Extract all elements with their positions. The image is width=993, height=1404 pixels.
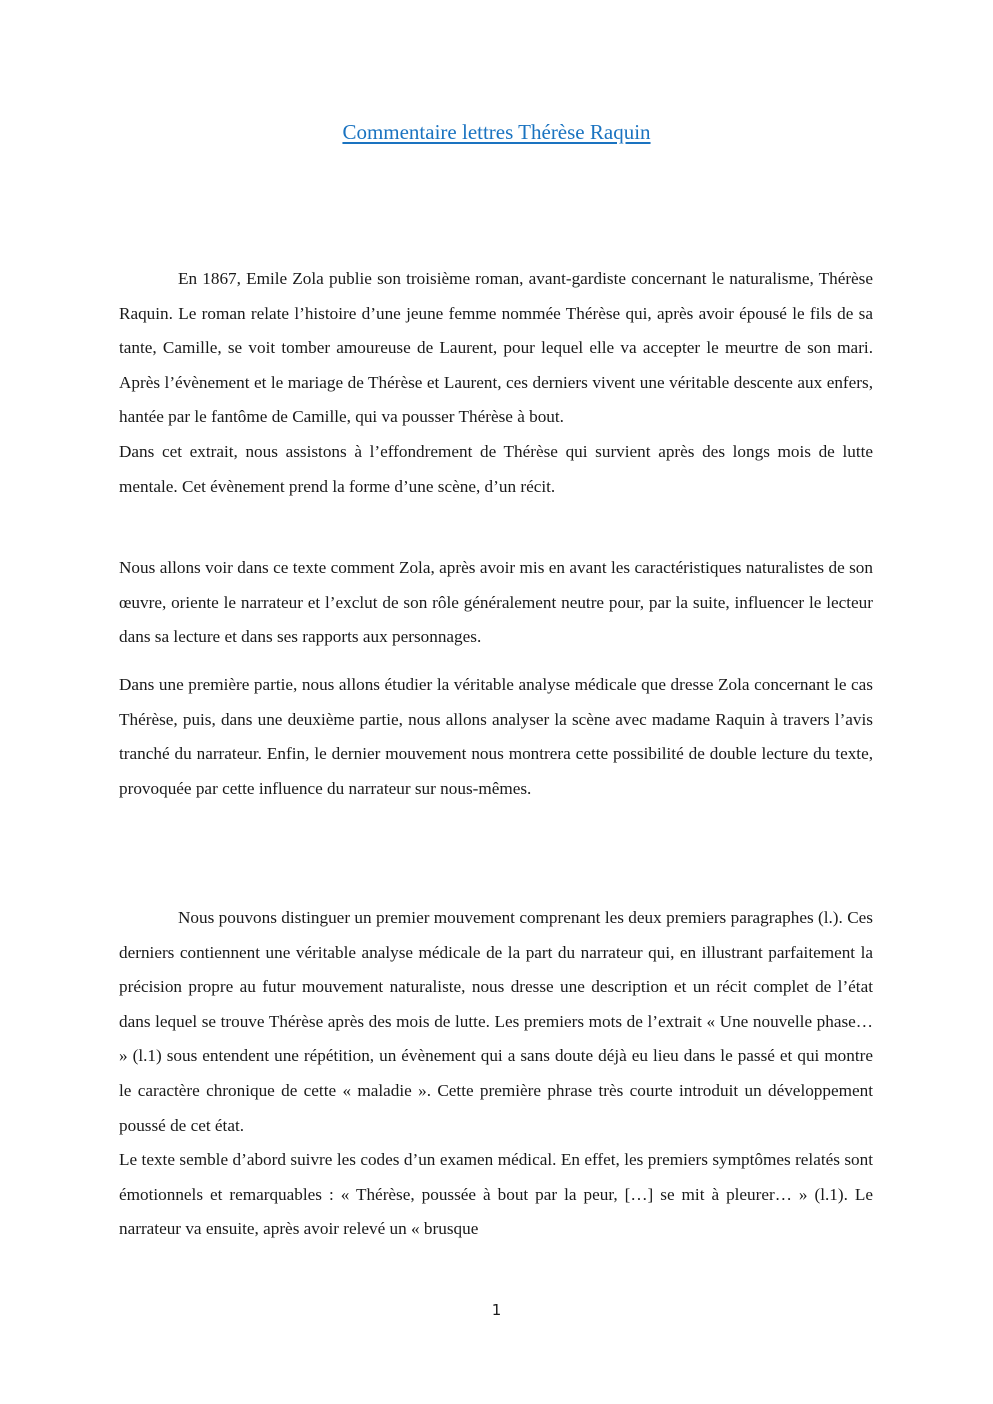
intro-paragraph-1-tail: Dans cet extrait, nous assistons à l’effondrement de Thérèse qui survient après des longs mois de lutte mentale. Cet évènement prend la forme d’une scène, d’un récit. bbox=[119, 441, 873, 496]
document-title: Commentaire lettres Thérèse Raquin bbox=[342, 120, 651, 144]
intro-paragraph-2 bbox=[119, 551, 873, 655]
intro-paragraph-2-text: Nous allons voir dans ce texte comment Zola, après avoir mis en avant les caractéristiques naturalistes de son œuvre, oriente le narrateur et l’exclut de son rôle généralement neutre pour, par la suite, influencer le lecteur dans sa lecture et dans ses rapports aux personnages. bbox=[119, 558, 873, 647]
page-number: 1 bbox=[491, 1301, 502, 1319]
part1-paragraph-1 bbox=[119, 901, 873, 1247]
part1-paragraph-1-tail: Le texte semble d’abord suivre les codes d’un examen médical. En effet, les premiers symptômes relatés sont émotionnels et remarquables : « Thérèse, poussée à bout par la peur, […] se mit à pleurer… » (l.1). Le narrateur va ensuite, après avoir relevé un « brusque bbox=[119, 1150, 873, 1239]
intro-paragraph-3 bbox=[119, 668, 873, 806]
intro-paragraph-1 bbox=[119, 262, 873, 504]
part1-paragraph-1-main: Nous pouvons distinguer un premier mouvement comprenant les deux premiers paragraphes (l.). Ces derniers contiennent une véritable analyse médicale de la part du narrateur qui, en illustrant parfaitement la précision propre au futur mouvement naturaliste, nous dresse une description et un récit complet de l’état dans lequel se trouve Thérèse après des mois de lutte. Les premiers mots de l’extrait « Une nouvelle phase… » (l.1) sous entendent une répétition, un évènement qui a sans doute déjà eu lieu dans le passé et qui montre le caractère chronique de cette « maladie ». Cette première phrase très courte introduit un développement poussé de cet état. bbox=[119, 908, 873, 1135]
intro-paragraph-3-text: Dans une première partie, nous allons étudier la véritable analyse médicale que dresse Zola concernant le cas Thérèse, puis, dans une deuxième partie, nous allons analyser la scène avec madame Raquin à travers l’avis tranché du narrateur. Enfin, le dernier mouvement nous montrera cette possibilité de double lecture du texte, provoquée par cette influence du narrateur sur nous-mêmes. bbox=[119, 675, 873, 798]
intro-paragraph-1-main: En 1867, Emile Zola publie son troisième roman, avant-gardiste concernant le naturalisme, Thérèse Raquin. Le roman relate l’histoire d’une jeune femme nommée Thérèse qui, après avoir épousé le fils de sa tante, Camille, se voit tomber amoureuse de Laurent, pour lequel elle va accepter le meurtre de son mari. Après l’évènement et le mariage de Thérèse et Laurent, ces derniers vivent une véritable descente aux enfers, hantée par le fantôme de Camille, qui va pousser Thérèse à bout. bbox=[119, 269, 873, 427]
